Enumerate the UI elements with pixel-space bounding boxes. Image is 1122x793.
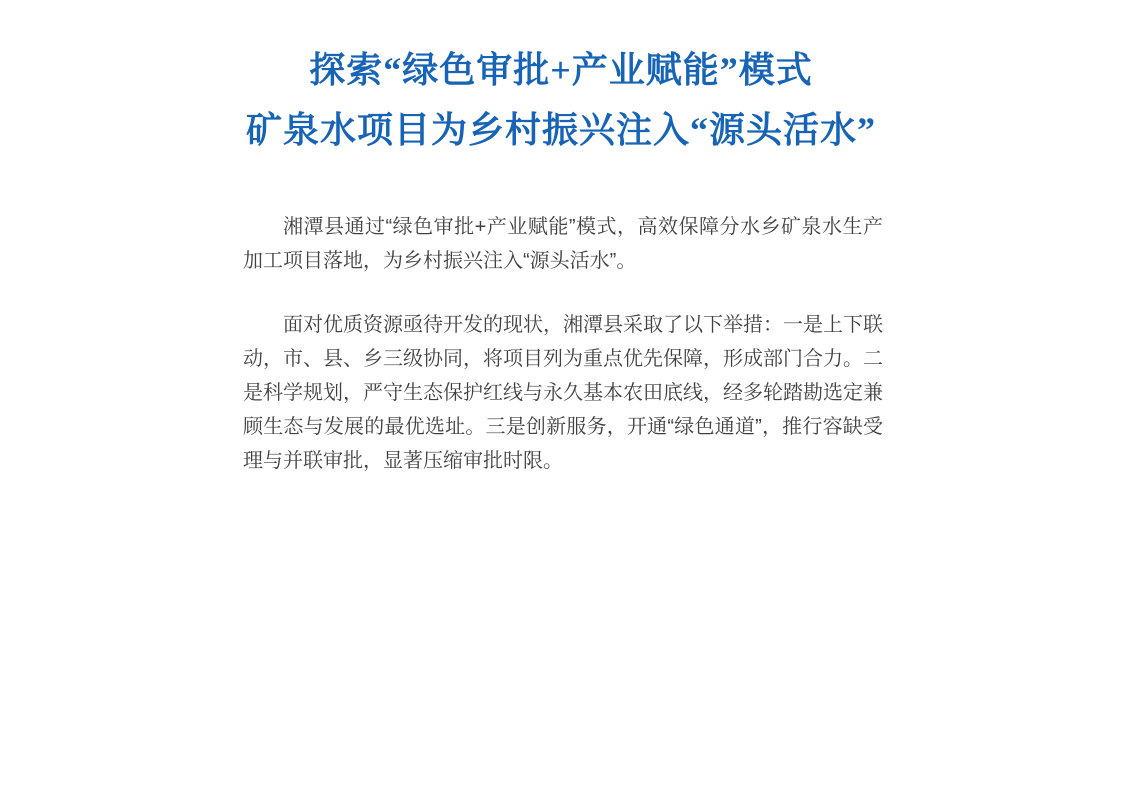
- article-title-line-1: 探索“绿色审批+产业赋能”模式: [309, 50, 813, 90]
- article-title-line-2: 矿泉水项目为乡村振兴注入“源头活水”: [245, 110, 876, 150]
- paragraph-summary: 湘潭县通过“绿色审批+产业赋能”模式，高效保障分水乡矿泉水生产加工项目落地，为乡村振兴注入“源头活水”。: [243, 216, 883, 272]
- article-title: [0, 40, 1122, 160]
- article-body: [243, 210, 883, 478]
- paragraph-measures: 面对优质资源亟待开发的现状，湘潭县采取了以下举措：一是上下联动，市、县、乡三级协同，将项目列为重点优先保障，形成部门合力。二是科学规划，严守生态保护红线与永久基本农田底线，经多轮踏勘选定兼顾生态与发展的最优选址。三是创新服务，开通“绿色通道”，推行容缺受理与并联审批，显著压缩审批时限。: [243, 314, 883, 472]
